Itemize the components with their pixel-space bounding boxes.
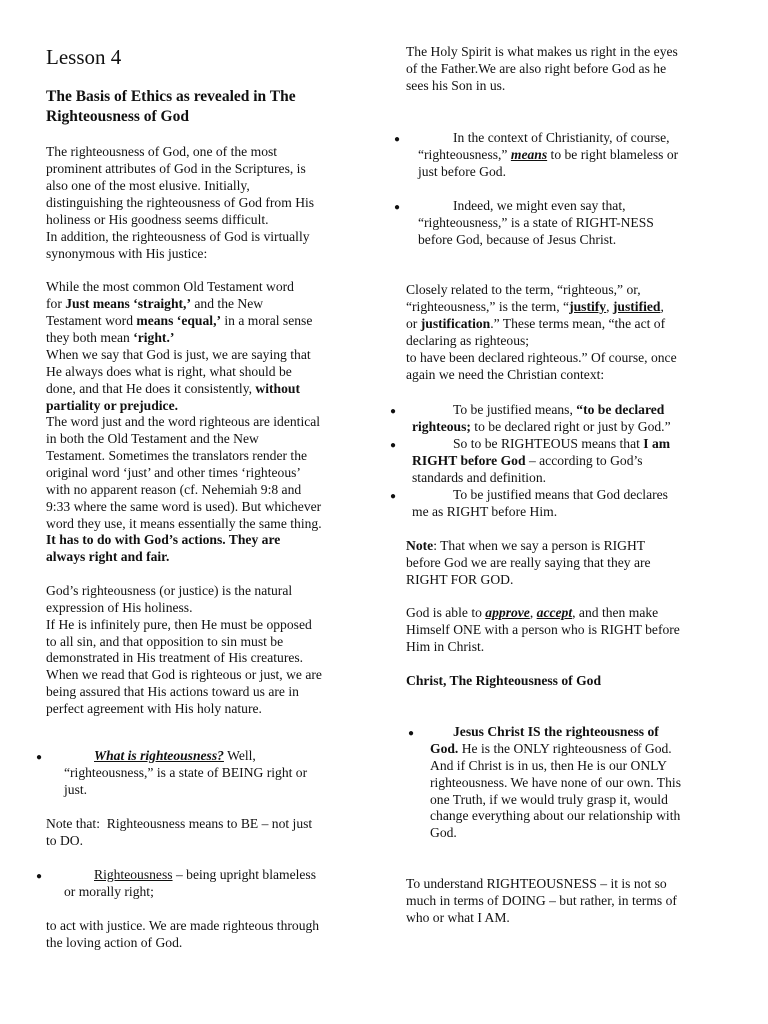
text-line: to have been declared righteous.” Of course, once [406, 350, 677, 365]
text-line: perfect agreement with His holy nature. [46, 701, 262, 716]
text-line: While the most common Old Testament word [46, 279, 294, 294]
text-line: righteous; to be declared right or just by God.” [412, 419, 671, 434]
text-line: one Truth, if we would truly grasp it, would [430, 792, 668, 807]
text-line: God. [430, 825, 457, 840]
text-line: just. [64, 782, 88, 797]
text-line: again we need the Christian context: [406, 367, 605, 382]
text-line: righteousness. We have none of our own. This [430, 775, 681, 790]
lesson-title: Lesson 4 [46, 45, 122, 69]
bullet-dot: ● [390, 491, 397, 502]
text-line: of the Father.We are also right before God as he [406, 61, 667, 76]
text-line: In the context of Christianity, of course, [453, 130, 670, 145]
text-line: Righteousness – being upright blameless [94, 867, 317, 882]
text-line: distinguishing the righteousness of God from His [46, 195, 315, 210]
text-line: in both the Old Testament and the New [46, 431, 259, 446]
bullet-dot: ● [390, 406, 397, 417]
text-line: When we read that God is righteous or just, we are [46, 667, 322, 682]
text-line: partiality or prejudice. [46, 398, 179, 413]
bullet-dot: ● [394, 202, 401, 213]
text-line: also one of the most elusive. Initially, [46, 178, 250, 193]
text-line: And if Christ is in us, then He is our ONLY [430, 758, 667, 773]
text-line: before God, because of Jesus Christ. [418, 232, 617, 247]
text-line: Jesus Christ IS the righteousness of [453, 724, 659, 739]
lesson-subtitle [46, 87, 296, 127]
text-line: much in terms of DOING – but rather, in terms of [406, 893, 677, 908]
text-line: When we say that God is just, we are saying that [46, 347, 311, 362]
text-line: change everything about our relationship with [430, 808, 681, 823]
text-line: who or what I AM. [406, 910, 510, 925]
text-line: word they use, it means essentially the same thing. [46, 516, 322, 531]
text-line: What is righteousness? Well, [94, 748, 256, 763]
text-line: It has to do with God’s actions. They are [46, 532, 281, 547]
text-line: If He is infinitely pure, then He must be opposed [46, 617, 312, 632]
text-line: Note that: Righteousness means to BE – not just [46, 816, 313, 831]
subtitle-line: The Basis of Ethics as revealed in The [46, 88, 296, 105]
text-line: Himself ONE with a person who is RIGHT before [406, 622, 680, 637]
text-line: “righteousness,” is a state of BEING right or [64, 765, 308, 780]
text-line: the loving action of God. [46, 935, 183, 950]
text-line: standards and definition. [412, 470, 547, 485]
text-line: “righteousness,” means to be right blameless or [418, 147, 679, 162]
text-line: declaring as righteous; [406, 333, 530, 348]
text-line: before God we are really saying that they are [406, 555, 651, 570]
text-line: prominent attributes of God in the Scriptures, is [46, 161, 306, 176]
text-line: just before God. [418, 164, 506, 179]
text-line: to DO. [46, 833, 84, 848]
text-line: sees his Son in us. [406, 78, 506, 93]
text-line: Testament. Sometimes the translators render the [46, 448, 308, 463]
text-line: RIGHT FOR GOD. [406, 572, 514, 587]
subtitle-line: Righteousness of God [46, 108, 189, 125]
section-heading: Christ, The Righteousness of God [406, 673, 601, 688]
text-line: holiness or His goodness seems difficult. [46, 212, 269, 227]
text-line: So to be RIGHTEOUS means that I am [453, 436, 671, 451]
bullet-dot: ● [408, 728, 415, 739]
text-line: Indeed, we might even say that, [453, 198, 626, 213]
text-line: Testament word means ‘equal,’ in a moral sense [46, 313, 313, 328]
text-line: Note: That when we say a person is RIGHT [406, 538, 646, 553]
text-line: God. He is the ONLY righteousness of God. [430, 741, 672, 756]
text-line: The righteousness of God, one of the most [46, 144, 278, 159]
text-line: always right and fair. [46, 549, 170, 564]
text-line: with no apparent reason (cf. Nehemiah 9:8 and [46, 482, 302, 497]
text-line: demonstrated in His treatment of His creatures. [46, 650, 304, 665]
text-line: 9:33 where the same word is used). But whichever [46, 499, 322, 514]
text-line: original word ‘just’ and other times ‘righteous’ [46, 465, 301, 480]
text-line: or morally right; [64, 884, 154, 899]
bullet-dot: ● [36, 871, 43, 882]
text-line: Closely related to the term, “righteous,” or, [406, 282, 641, 297]
text-line: “righteousness,” is the term, “justify, justified, [406, 299, 664, 314]
text-line: done, and that He does it consistently, without [46, 381, 300, 396]
text-line: Him in Christ. [406, 639, 485, 654]
text-line: To be justified means that God declares [453, 487, 668, 502]
bullet-dot: ● [36, 752, 43, 763]
text-line: “righteousness,” is a state of RIGHT-NESS [418, 215, 654, 230]
text-line: to act with justice. We are made righteous through [46, 918, 320, 933]
text-line: He always does what is right, what should be [46, 364, 292, 379]
text-line: The Holy Spirit is what makes us right in the eyes [406, 44, 678, 59]
bullet-dot: ● [394, 134, 401, 145]
text-line: me as RIGHT before Him. [412, 504, 558, 519]
text-line: To understand RIGHTEOUSNESS – it is not so [406, 876, 667, 891]
text-line: In addition, the righteousness of God is virtually [46, 229, 310, 244]
text-line: RIGHT before God – according to God’s [412, 453, 643, 468]
text-line: God’s righteousness (or justice) is the natural [46, 583, 293, 598]
bullet-dot: ● [390, 440, 397, 451]
text-line: or justification.” These terms mean, “the act of [406, 316, 666, 331]
text-line: expression of His holiness. [46, 600, 193, 615]
text-line: being assured that His actions toward us are in [46, 684, 299, 699]
text-line: The word just and the word righteous are identical [46, 414, 321, 429]
text-line: for Just means ‘straight,’ and the New [46, 296, 264, 311]
text-line: To be justified means, “to be declared [453, 402, 665, 417]
text-line: God is able to approve, accept, and then make [406, 605, 659, 620]
text-line: synonymous with His justice: [46, 246, 208, 261]
text-line: they both mean ‘right.’ [46, 330, 175, 345]
text-line: to all sin, and that opposition to sin must be [46, 634, 284, 649]
